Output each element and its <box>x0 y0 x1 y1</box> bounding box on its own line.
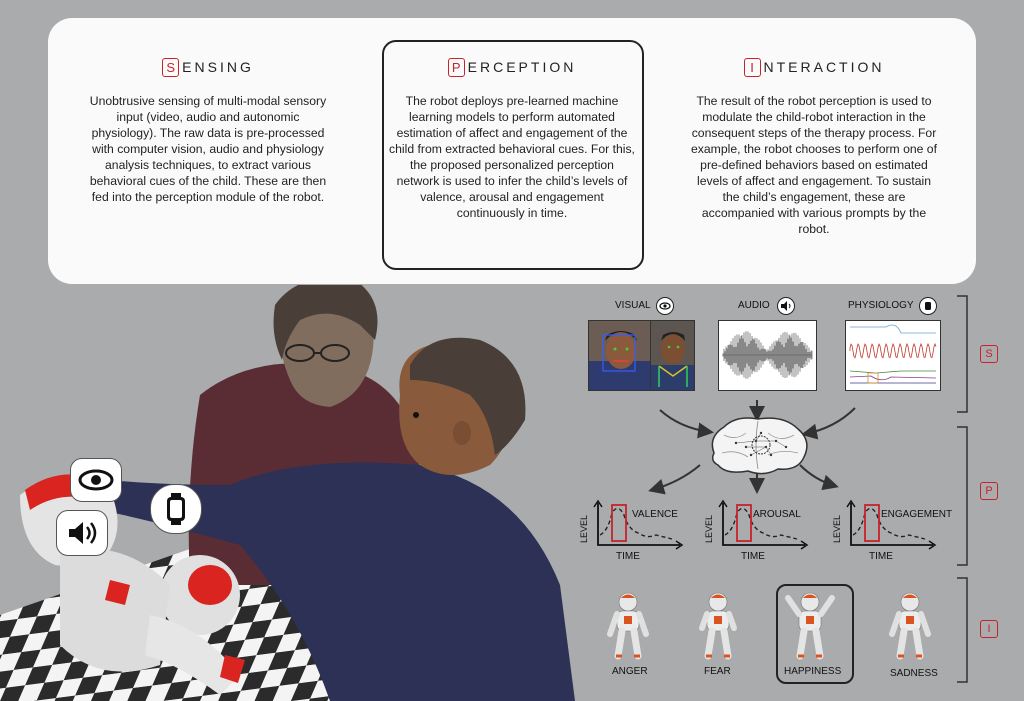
stage-perception-marker: P <box>980 482 998 500</box>
visual-frame-1 <box>588 320 651 391</box>
audio-waveform <box>718 320 817 391</box>
scene-microphone-icon <box>56 510 108 556</box>
arousal-plot <box>704 501 807 562</box>
perception-column <box>382 58 642 221</box>
interaction-title-rest: NTERACTION <box>763 59 885 75</box>
interaction-initial: I <box>744 58 761 77</box>
wristband-icon <box>919 297 937 315</box>
fear-robot <box>702 593 734 656</box>
arousal-xlabel: TIME <box>741 551 765 562</box>
engagement-plot <box>832 501 952 562</box>
valence-plot <box>579 501 682 562</box>
interaction-description: The result of the robot perception is used to modulate the child-robot interaction in the consequent steps of the therapy process. For example, the robot chooses to perform one of pre-defined behaviors based on estimated levels of affect and engagement. To sustain the child’s engagement, these are accompanied with various prompts by the robot. <box>691 94 937 236</box>
stage-brackets <box>955 290 975 690</box>
audio-label: AUDIO <box>738 300 770 311</box>
engagement-xlabel: TIME <box>869 551 893 562</box>
sadness-robot <box>892 593 928 656</box>
perception-initial: P <box>448 58 465 77</box>
perception-description: The robot deploys pre-learned machine learning models to perform automated estimation of affect and engagement of the child from extracted behavioral cues. For this, the proposed personalized perception network is used to infer the child’s levels of valence, arousal and engagement continuously in time. <box>389 94 635 220</box>
perception-plots <box>575 495 975 565</box>
perception-title <box>382 58 642 77</box>
happiness-robot <box>788 593 832 656</box>
physiology-label: PHYSIOLOGY <box>848 300 914 311</box>
sensing-title-rest: ENSING <box>182 59 254 75</box>
sensing-column <box>78 58 338 205</box>
stage-interaction-marker: I <box>980 620 998 638</box>
visual-label: VISUAL <box>615 300 651 311</box>
engagement-label: ENGAGEMENT <box>881 509 953 520</box>
scene-eye-icon <box>70 458 122 502</box>
happiness-label: HAPPINESS <box>784 666 842 677</box>
stage-sensing-marker: S <box>980 345 998 363</box>
scene-wristband-icon <box>150 484 202 534</box>
physiology-signal-plot <box>845 320 941 391</box>
engagement-ylabel: LEVEL <box>832 514 842 543</box>
eye-icon <box>656 297 674 315</box>
valence-ylabel: LEVEL <box>579 514 589 543</box>
sensing-title <box>78 58 338 77</box>
visual-frame-2 <box>650 320 695 391</box>
interaction-title <box>684 58 944 77</box>
arousal-ylabel: LEVEL <box>704 514 714 543</box>
robot-behaviors <box>590 590 960 670</box>
anger-robot <box>610 593 646 656</box>
arousal-label: AROUSAL <box>753 509 801 520</box>
fear-label: FEAR <box>704 666 731 677</box>
brain-network-icon <box>706 415 812 477</box>
sensing-description: Unobtrusive sensing of multi-modal sensory input (video, audio and autonomic physiology). The raw data is pre-processed with computer vision, audio and physiology analysis techniques, to extract various behavioral cues of the child. These are then fed into the perception module of the robot. <box>89 94 327 204</box>
description-panel <box>48 18 976 284</box>
speaker-icon <box>777 297 795 315</box>
interaction-column <box>684 58 944 237</box>
sadness-label: SADNESS <box>890 668 938 679</box>
perception-title-rest: ERCEPTION <box>467 59 577 75</box>
anger-label: ANGER <box>612 666 648 677</box>
valence-xlabel: TIME <box>616 551 640 562</box>
valence-label: VALENCE <box>632 509 678 520</box>
sensing-initial: S <box>162 58 179 77</box>
